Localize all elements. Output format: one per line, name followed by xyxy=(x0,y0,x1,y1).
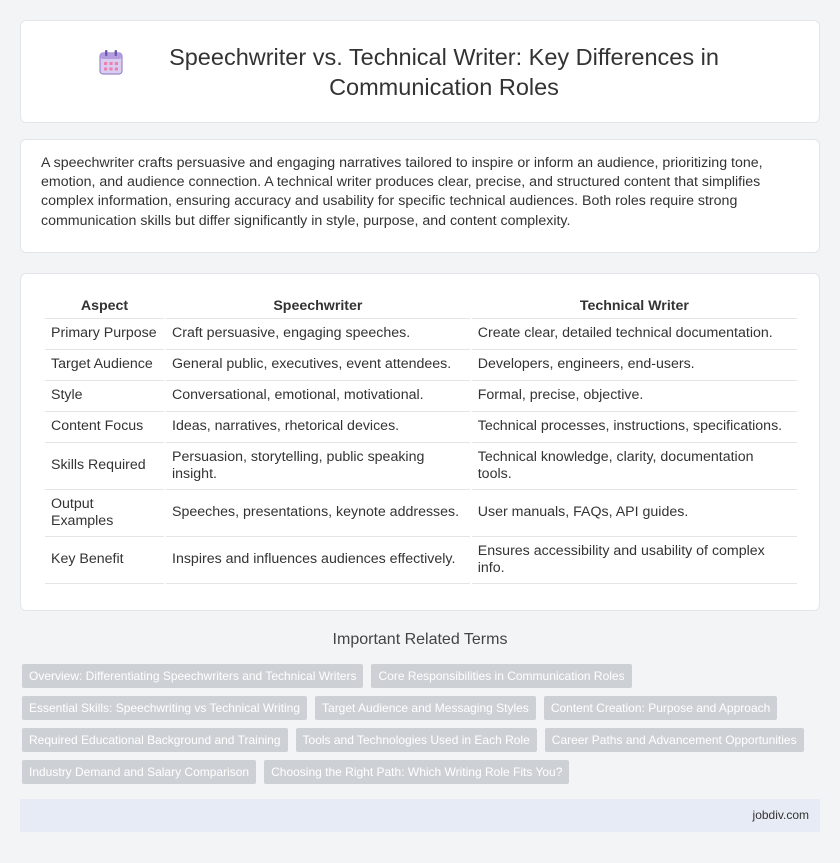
table-header-row xyxy=(45,294,797,319)
related-term-tag[interactable]: Core Responsibilities in Communication Roles xyxy=(371,664,631,688)
cell-speechwriter: Ideas, narratives, rhetorical devices. xyxy=(166,412,470,443)
related-term-tag[interactable]: Content Creation: Purpose and Approach xyxy=(544,696,777,720)
calendar-icon xyxy=(96,48,126,78)
header-aspect: Aspect xyxy=(45,294,164,319)
cell-aspect: Content Focus xyxy=(45,412,164,443)
cell-aspect: Skills Required xyxy=(45,443,164,490)
table-row xyxy=(45,350,797,381)
cell-technical-writer: Formal, precise, objective. xyxy=(472,381,797,412)
related-terms-title: Important Related Terms xyxy=(332,631,508,648)
related-terms-list xyxy=(22,664,822,792)
cell-speechwriter: Conversational, emotional, motivational. xyxy=(166,381,470,412)
page-title: Speechwriter vs. Technical Writer: Key Differences in Communication Roles xyxy=(169,43,719,100)
related-term-tag[interactable]: Overview: Differentiating Speechwriters and Technical Writers xyxy=(22,664,363,688)
cell-aspect: Target Audience xyxy=(45,350,164,381)
cell-aspect: Key Benefit xyxy=(45,537,164,584)
footer xyxy=(20,799,820,832)
related-term-tag[interactable]: Industry Demand and Salary Comparison xyxy=(22,760,256,784)
header-technical-writer: Technical Writer xyxy=(472,294,797,319)
comparison-table xyxy=(43,294,799,584)
intro-text: A speechwriter crafts persuasive and engaging narratives tailored to inspire or inform an audience, prioritizing tone, emotion, and audience connection. A technical writer produces clear, precise, and structured content that simplifies complex information, ensuring accuracy and usability for specific technical audiences. Both roles require strong communication skills but differ significantly in style, purpose, and content complexity. xyxy=(41,155,763,229)
table-row xyxy=(45,490,797,537)
cell-speechwriter: Persuasion, storytelling, public speaking insight. xyxy=(166,443,470,490)
cell-technical-writer: Ensures accessibility and usability of complex info. xyxy=(472,537,797,584)
table-row xyxy=(45,537,797,584)
header-card xyxy=(20,20,820,123)
cell-aspect: Primary Purpose xyxy=(45,319,164,350)
cell-speechwriter: General public, executives, event attendees. xyxy=(166,350,470,381)
cell-technical-writer: Developers, engineers, end-users. xyxy=(472,350,797,381)
cell-speechwriter: Inspires and influences audiences effectively. xyxy=(166,537,470,584)
cell-speechwriter: Speeches, presentations, keynote addresses. xyxy=(166,490,470,537)
footer-site-link[interactable]: jobdiv.com xyxy=(752,808,809,822)
related-term-tag[interactable]: Required Educational Background and Training xyxy=(22,728,288,752)
table-row xyxy=(45,319,797,350)
cell-technical-writer: Technical processes, instructions, specifications. xyxy=(472,412,797,443)
comparison-table-card xyxy=(20,273,820,611)
related-term-tag[interactable]: Tools and Technologies Used in Each Role xyxy=(296,728,537,752)
cell-technical-writer: User manuals, FAQs, API guides. xyxy=(472,490,797,537)
cell-technical-writer: Create clear, detailed technical documentation. xyxy=(472,319,797,350)
related-term-tag[interactable]: Choosing the Right Path: Which Writing Role Fits You? xyxy=(264,760,569,784)
cell-aspect: Output Examples xyxy=(45,490,164,537)
related-term-tag[interactable]: Essential Skills: Speechwriting vs Technical Writing xyxy=(22,696,307,720)
table-row xyxy=(45,443,797,490)
table-row xyxy=(45,381,797,412)
header-speechwriter: Speechwriter xyxy=(166,294,470,319)
cell-technical-writer: Technical knowledge, clarity, documentation tools. xyxy=(472,443,797,490)
related-term-tag[interactable]: Career Paths and Advancement Opportunities xyxy=(545,728,804,752)
table-row xyxy=(45,412,797,443)
cell-aspect: Style xyxy=(45,381,164,412)
intro-card xyxy=(20,139,820,253)
cell-speechwriter: Craft persuasive, engaging speeches. xyxy=(166,319,470,350)
related-term-tag[interactable]: Target Audience and Messaging Styles xyxy=(315,696,536,720)
